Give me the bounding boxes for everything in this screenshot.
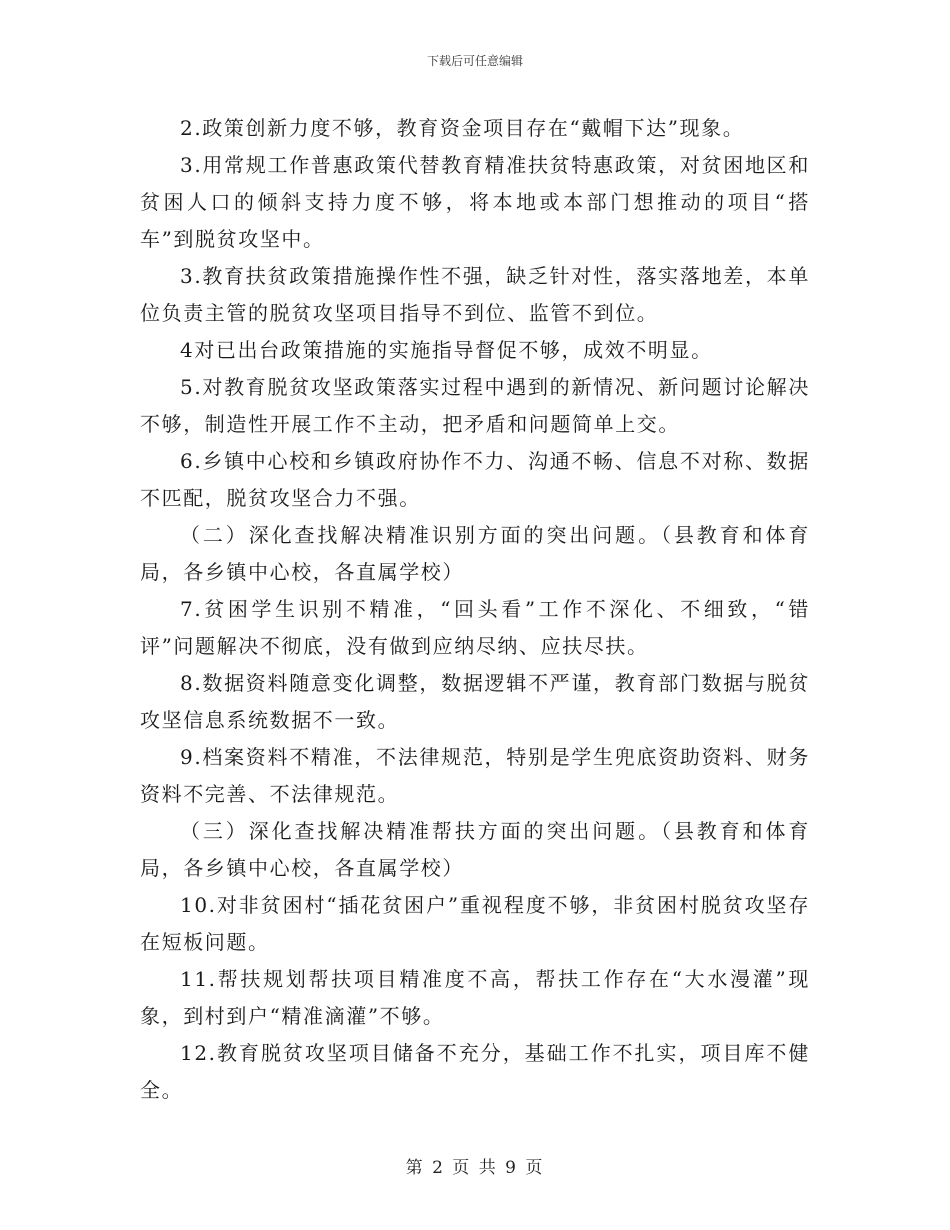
paragraph: 6.乡镇中心校和乡镇政府协作不力、沟通不畅、信息不对称、数据不匹配，脱贫攻坚合力不强。 xyxy=(140,449,810,510)
paragraph: 10.对非贫困村“插花贫困户”重视程度不够，非贫困村脱贫攻坚存在短板问题。 xyxy=(140,893,810,954)
page-header: 下载后可任意编辑 xyxy=(426,54,523,68)
paragraph: 4对已出台政策措施的实施指导督促不够，成效不明显。 xyxy=(180,338,713,362)
section-heading: （三）深化查找解决精准帮扶方面的突出问题。（县教育和体育局，各乡镇中心校，各直属学校） xyxy=(140,819,810,880)
paragraph: 12.教育脱贫攻坚项目储备不充分，基础工作不扎实，项目库不健全。 xyxy=(140,1041,810,1102)
page-number-footer: 第 2 页 共 9 页 xyxy=(405,1158,545,1178)
section-heading: （二）深化查找解决精准识别方面的突出问题。（县教育和体育局，各乡镇中心校，各直属学校） xyxy=(140,523,810,584)
paragraph: 3.教育扶贫政策措施操作性不强，缺乏针对性，落实落地差，本单位负责主管的脱贫攻坚项目指导不到位、监管不到位。 xyxy=(140,264,810,325)
document-body xyxy=(140,110,810,1109)
paragraph: 8.数据资料随意变化调整，数据逻辑不严谨，教育部门数据与脱贫攻坚信息系统数据不一致。 xyxy=(140,671,810,732)
paragraph: 2.政策创新力度不够，教育资金项目存在“戴帽下达”现象。 xyxy=(180,116,745,140)
paragraph: 9.档案资料不精准，不法律规范，特别是学生兜底资助资料、财务资料不完善、不法律规范。 xyxy=(140,745,810,806)
paragraph: 5.对教育脱贫攻坚政策落实过程中遇到的新情况、新问题讨论解决不够，制造性开展工作不主动，把矛盾和问题简单上交。 xyxy=(140,375,810,436)
paragraph: 11.帮扶规划帮扶项目精准度不高，帮扶工作存在“大水漫灌”现象，到村到户“精准滴灌”不够。 xyxy=(140,967,810,1028)
paragraph: 3.用常规工作普惠政策代替教育精准扶贫特惠政策，对贫困地区和贫困人口的倾斜支持力度不够，将本地或本部门想推动的项目“搭车”到脱贫攻坚中。 xyxy=(140,153,810,251)
paragraph: 7.贫困学生识别不精准，“回头看”工作不深化、不细致，“错评”问题解决不彻底，没有做到应纳尽纳、应扶尽扶。 xyxy=(140,597,810,658)
